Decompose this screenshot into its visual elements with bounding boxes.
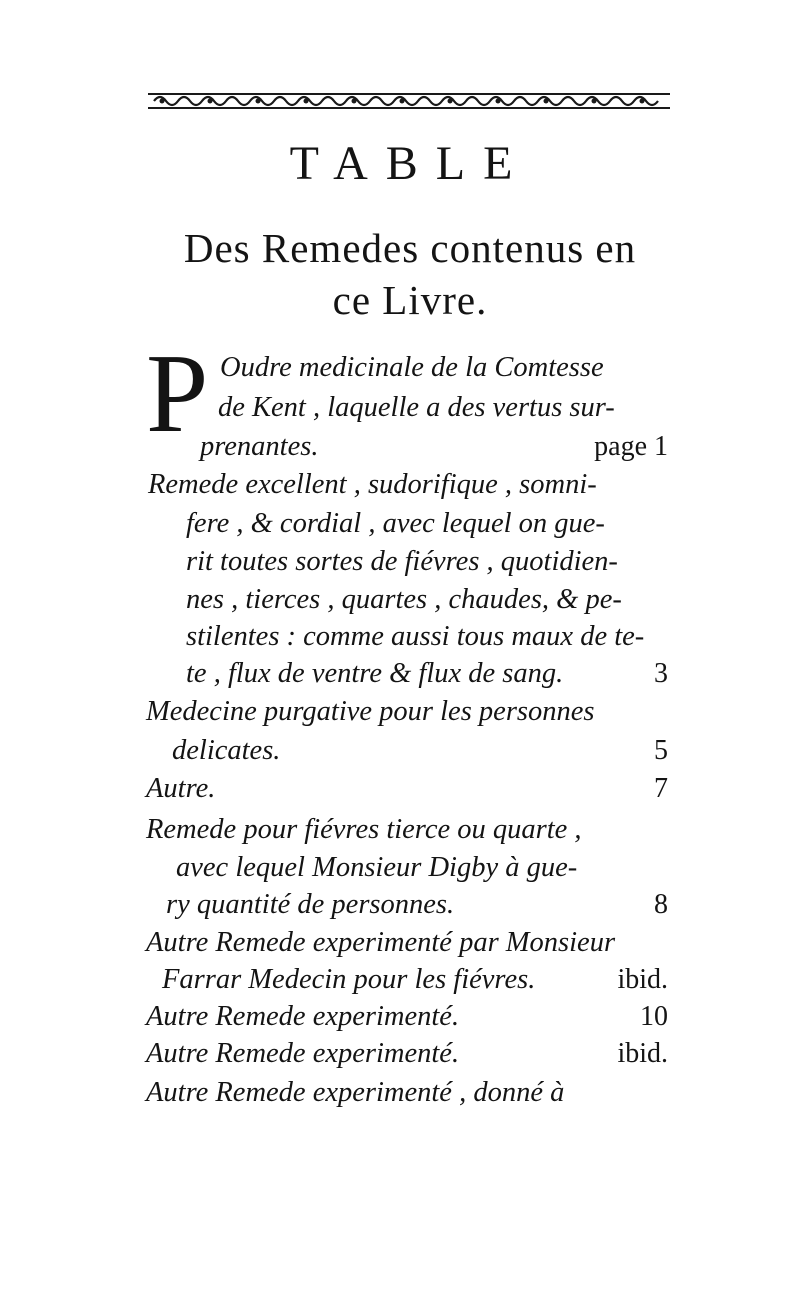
subtitle-line-1: Des Remedes contenus en <box>183 225 637 271</box>
toc-line-page: 5 <box>654 735 668 766</box>
toc-line-page: page 1 <box>594 431 668 462</box>
toc-line-page: 8 <box>654 889 668 920</box>
ornament-band <box>148 88 670 114</box>
toc-line-text: Autre. <box>146 773 216 804</box>
toc-line <box>0 1067 800 1119</box>
toc-line-page: 10 <box>640 1001 668 1032</box>
toc-line-text: te , flux de ventre & flux de sang. <box>186 658 564 689</box>
toc-line-page: ibid. <box>617 964 668 995</box>
toc-line-text: Autre Remede experimenté par Monsieur <box>146 927 616 958</box>
page-title: TABLE <box>289 137 531 190</box>
toc-line-text: de Kent , laquelle a des vertus sur- <box>218 392 615 423</box>
toc-line-text: Remede pour fiévres tierce ou quarte , <box>146 814 582 845</box>
toc-line-text: stilentes : comme aussi tous maux de te- <box>186 621 645 652</box>
toc-line-text: nes , tierces , quartes , chaudes, & pe- <box>186 584 622 615</box>
toc-line-text: Autre Remede experimenté , donné à <box>146 1077 565 1108</box>
toc-line-text: Autre Remede experimenté. <box>146 1001 460 1032</box>
toc-line-text: prenantes. <box>200 431 319 462</box>
toc-line-text: Farrar Medecin pour les fiévres. <box>162 964 536 995</box>
subtitle-line-2: ce Livre. <box>332 277 488 323</box>
toc-line-text: ry quantité de personnes. <box>166 889 455 920</box>
toc-line-text: avec lequel Monsieur Digby à gue- <box>176 852 578 883</box>
toc-line-text: rit toutes sortes de fiévres , quotidien- <box>186 546 618 577</box>
toc-line-text: Medecine purgative pour les personnes <box>146 696 595 727</box>
toc-line-text: Remede excellent , sudorifique , somni- <box>148 469 597 500</box>
toc-line-text: delicates. <box>172 735 281 766</box>
toc-line-text: Autre Remede experimenté. <box>146 1038 460 1069</box>
toc-line-page: 3 <box>654 658 668 689</box>
toc-line-text: Oudre medicinale de la Comtesse <box>220 352 604 383</box>
drop-cap: P <box>146 332 209 456</box>
toc-line-page: ibid. <box>617 1038 668 1069</box>
toc-line-page: 7 <box>654 773 668 804</box>
toc-line-text: fere , & cordial , avec lequel on gue- <box>186 508 605 539</box>
page-subtitle <box>150 222 670 326</box>
